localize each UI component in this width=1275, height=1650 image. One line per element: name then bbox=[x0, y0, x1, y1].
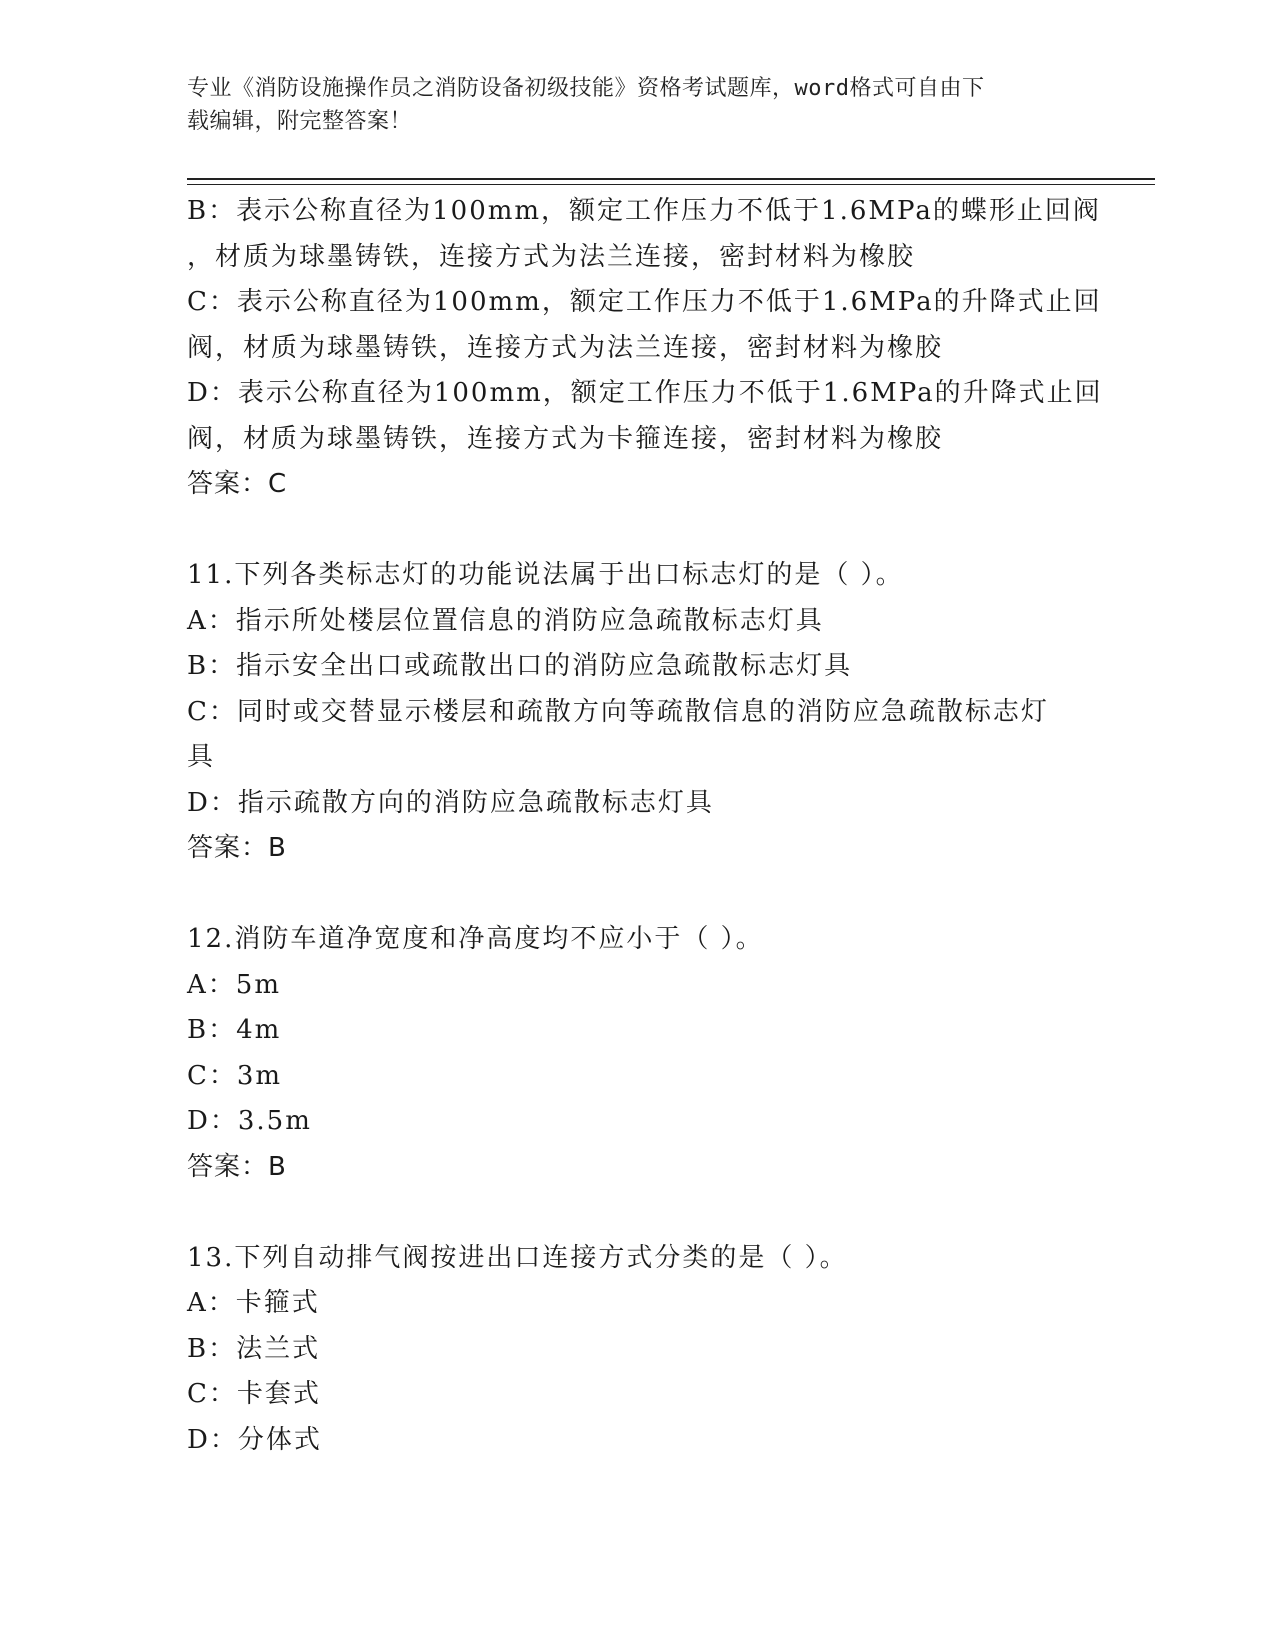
question-content bbox=[187, 189, 1103, 1463]
document-header bbox=[187, 72, 1067, 138]
q11-option-d: D：指示疏散方向的消防应急疏散标志灯具 bbox=[187, 787, 714, 818]
q10-option-b-line-1: B：表示公称直径为100mm，额定工作压力不低于1.6MPa的蝶形止回阀 bbox=[187, 196, 1101, 226]
q12-option-a: A：5m bbox=[187, 969, 281, 1000]
q11-option-a: A：指示所处楼层位置信息的消防应急疏散标志灯具 bbox=[187, 605, 824, 636]
q12-answer: 答案：B bbox=[187, 1151, 287, 1182]
question-13-block bbox=[187, 1236, 1087, 1464]
spacer bbox=[187, 508, 1087, 554]
q11-answer: 答案：B bbox=[187, 833, 287, 863]
q10-option-d-line-2: 阀，材质为球墨铸铁，连接方式为卡箍连接，密封材料为橡胶 bbox=[187, 423, 944, 454]
header-divider-thick bbox=[187, 178, 1155, 180]
q13-question: 13.下列自动排气阀按进出口连接方式分类的是（ ）。 bbox=[187, 1242, 848, 1273]
q13-option-c: C：卡套式 bbox=[187, 1379, 321, 1409]
question-10-block bbox=[187, 189, 1103, 508]
header-line-2: 载编辑，附完整答案！ bbox=[187, 109, 413, 134]
q12-option-b: B：4m bbox=[187, 1015, 282, 1045]
q10-option-c-line-1: C：表示公称直径为100mm，额定工作压力不低于1.6MPa的升降式止回 bbox=[187, 287, 1102, 317]
q11-question: 11.下列各类标志灯的功能说法属于出口标志灯的是（ ）。 bbox=[187, 560, 904, 590]
q13-option-d: D：分体式 bbox=[187, 1424, 322, 1455]
spacer bbox=[187, 872, 1087, 918]
q10-option-d-line-1: D：表示公称直径为100mm，额定工作压力不低于1.6MPa的升降式止回 bbox=[187, 378, 1103, 408]
q11-option-b: B：指示安全出口或疏散出口的消防应急疏散标志灯具 bbox=[187, 651, 853, 681]
q11-option-c-line-2: 具 bbox=[187, 742, 216, 772]
q12-option-c: C：3m bbox=[187, 1060, 283, 1091]
q12-question: 12.消防车道净宽度和净高度均不应小于（ ）。 bbox=[187, 924, 764, 954]
header-line-1: 专业《消防设施操作员之消防设备初级技能》资格考试题库，word格式可自由下 bbox=[187, 76, 985, 101]
q13-option-b: B：法兰式 bbox=[187, 1333, 321, 1364]
q10-option-b-line-2: ，材质为球墨铸铁，连接方式为法兰连接，密封材料为橡胶 bbox=[187, 241, 916, 272]
q12-option-d: D：3.5m bbox=[187, 1106, 312, 1136]
header-divider-thin bbox=[187, 184, 1155, 185]
q13-option-a: A：卡箍式 bbox=[187, 1288, 320, 1318]
q10-answer: 答案：C bbox=[187, 469, 288, 499]
question-11-block bbox=[187, 553, 1087, 872]
q11-option-c-line-1: C：同时或交替显示楼层和疏散方向等疏散信息的消防应急疏散标志灯 bbox=[187, 696, 1049, 727]
spacer bbox=[187, 1190, 1087, 1236]
question-12-block bbox=[187, 917, 1087, 1190]
q10-option-c-line-2: 阀，材质为球墨铸铁，连接方式为法兰连接，密封材料为橡胶 bbox=[187, 332, 944, 363]
